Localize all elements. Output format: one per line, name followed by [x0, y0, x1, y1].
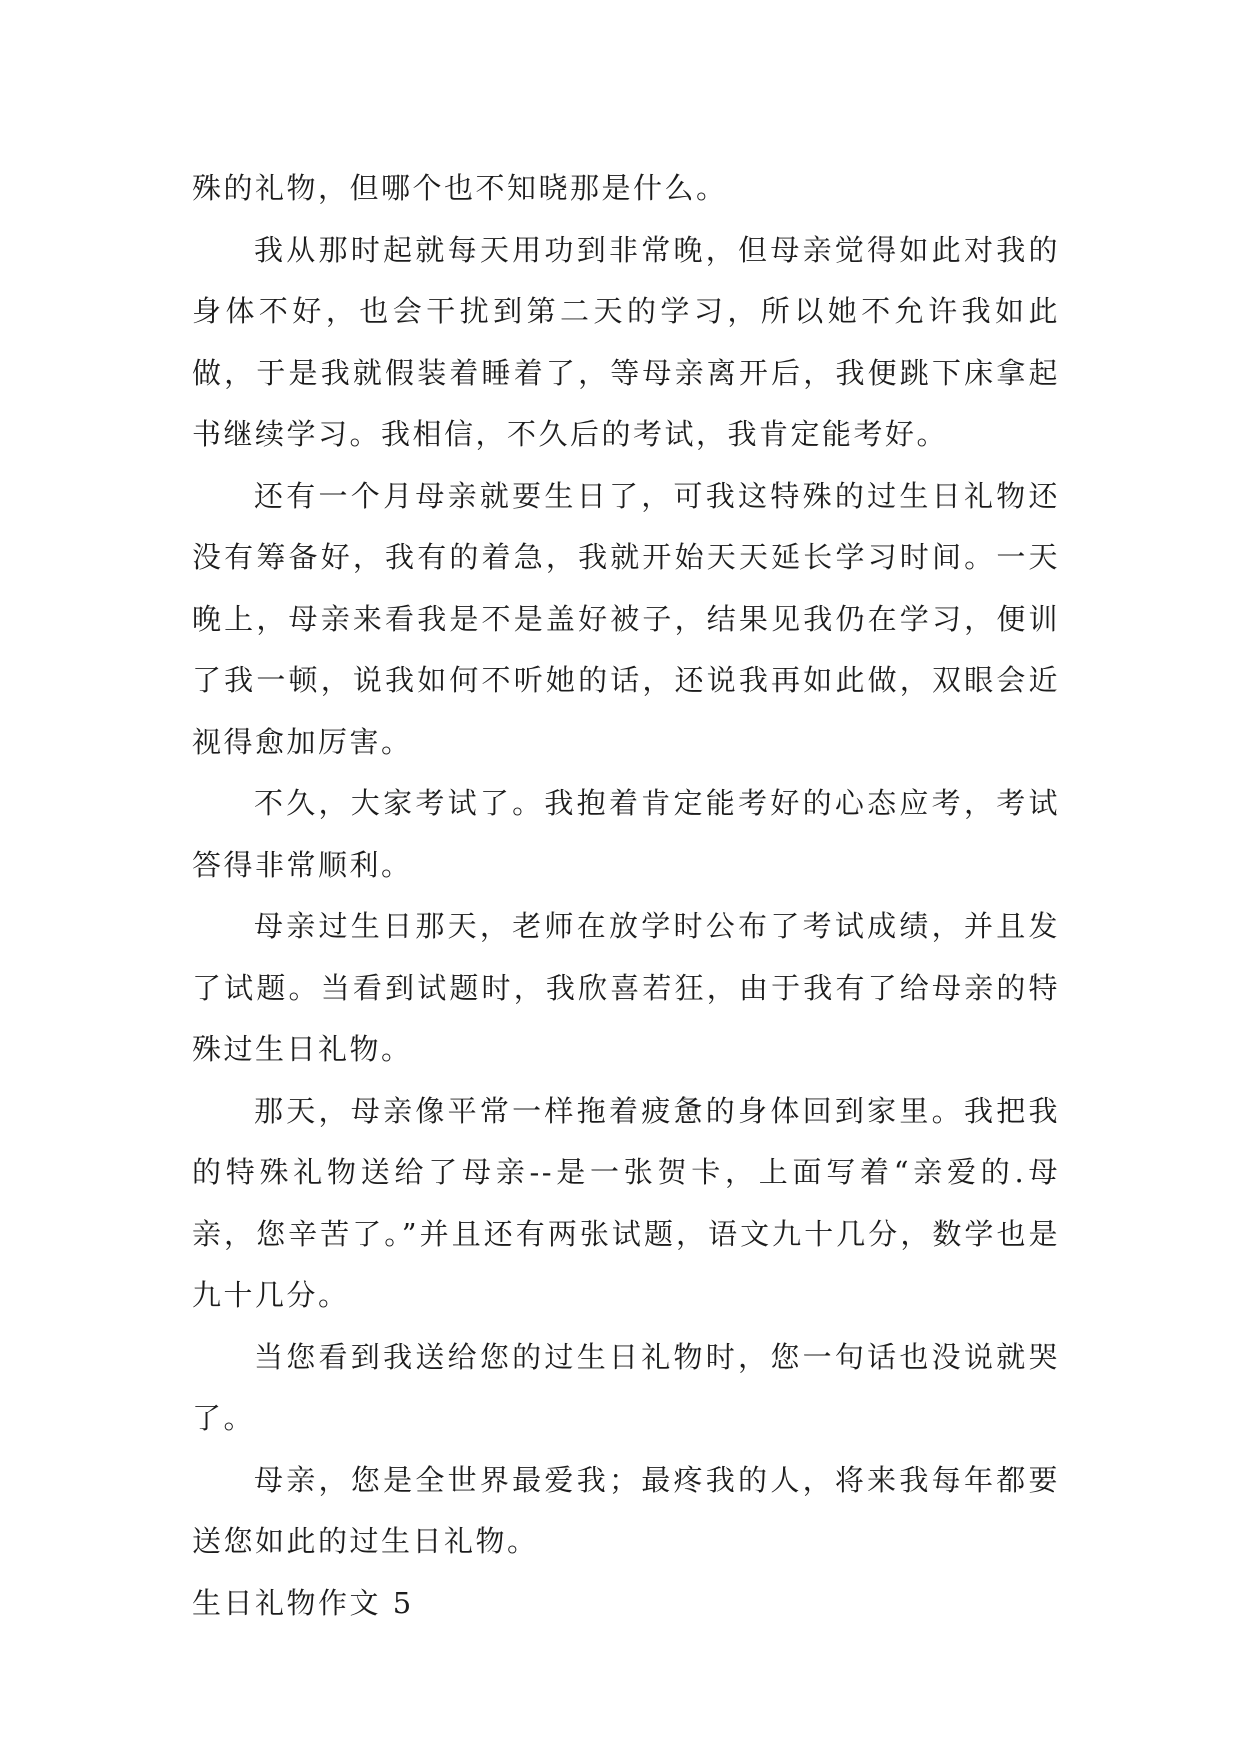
- paragraph-2: 我从那时起就每天用功到非常晚，但母亲觉得如此对我的身体不好，也会干扰到第二天的学习，所以她不允许我如此做，于是我就假装着睡着了，等母亲离开后，我便跳下床拿起书继续学习。我相信，不久后的考试，我肯定能考好。: [192, 232, 1060, 451]
- paragraph-3: 还有一个月母亲就要生日了，可我这特殊的过生日礼物还没有筹备好，我有的着急，我就开始天天延长学习时间。一天晚上，母亲来看我是不是盖好被子，结果见我仍在学习，便训了我一顿，说我如何不听她的话，还说我再如此做，双眼会近视得愈加厉害。: [192, 478, 1060, 759]
- paragraph-7: 当您看到我送给您的过生日礼物时，您一句话也没说就哭了。: [192, 1339, 1060, 1435]
- paragraph-5: 母亲过生日那天，老师在放学时公布了考试成绩，并且发了试题。当看到试题时，我欣喜若狂，由于我有了给母亲的特殊过生日礼物。: [192, 909, 1060, 1066]
- section-heading: 生日礼物作文 5: [192, 1585, 414, 1620]
- paragraph-1: 殊的礼物，但哪个也不知晓那是什么。: [192, 171, 728, 205]
- paragraph-4: 不久，大家考试了。我抱着肯定能考好的心态应考，考试答得非常顺利。: [192, 786, 1060, 882]
- paragraph-6: 那天，母亲像平常一样拖着疲惫的身体回到家里。我把我的特殊礼物送给了母亲--是一张贺卡，上面写着“亲爱的.母亲，您辛苦了。”并且还有两张试题，语文九十几分，数学也是九十几分。: [192, 1093, 1060, 1312]
- document-body: [192, 158, 1060, 1634]
- paragraph-8: 母亲，您是全世界最爱我；最疼我的人，将来我每年都要送您如此的过生日礼物。: [192, 1462, 1060, 1558]
